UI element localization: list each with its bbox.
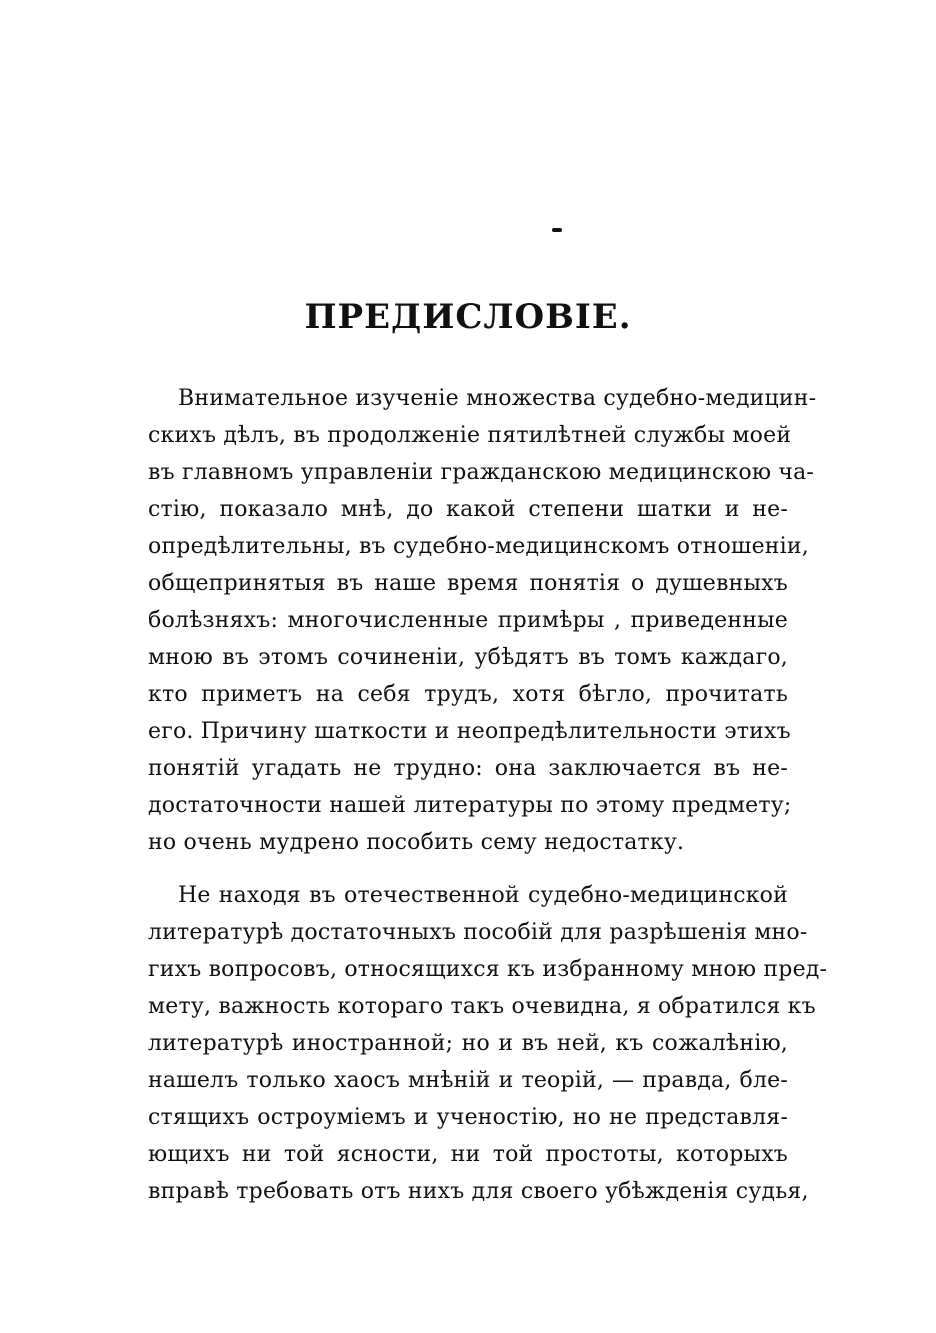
text-line: стящихъ остроуміемъ и ученостію, но не представля- [148,1105,788,1130]
text-line: мною въ этомъ сочиненіи, убѣдятъ въ томъ каждаго, [148,645,788,670]
text-line: ющихъ ни той ясности, ни той простоты, которыхъ [148,1142,788,1167]
printer-mark [552,228,562,232]
text-line: литературѣ достаточныхъ пособій для разрѣшенія мно- [148,920,808,945]
text-line: скихъ дѣлъ, въ продолженіе пятилѣтней службы моей [148,423,792,448]
text-line: его. Причину шаткости и неопредѣлительности этихъ [148,719,791,744]
text-line: достаточности нашей литературы по этому предмету; [148,793,792,818]
paragraph-gap [148,861,788,877]
text-line: но очень мудрено пособить сему недостатку. [148,830,685,855]
body-text [148,380,828,1210]
text-line: Не находя въ отечественной судебно-медицинской [178,883,788,908]
paragraph-2 [148,877,828,1210]
text-line: стію, показало мнѣ, до какой степени шатки и не- [148,497,788,522]
text-line: болѣзняхъ: многочисленные примѣры , приведенные [148,608,788,633]
text-line: гихъ вопросовъ, относящихся къ избранному мною пред- [148,957,828,982]
text-line: Внимательное изученіе множества судебно-медицин- [178,386,817,411]
text-line: въ главномъ управленіи гражданскою медицинскою ча- [148,460,815,485]
text-line: вправѣ требовать отъ нихъ для своего убѣжденія судья, [148,1179,809,1204]
text-line: нашелъ только хаосъ мнѣній и теорій, — правда, бле- [148,1068,788,1093]
text-line: литературѣ иностранной; но и въ ней, къ сожалѣнію, [148,1031,788,1056]
page-title: ПРЕДИСЛОВІЕ. [304,297,632,337]
paragraph-1 [148,380,817,861]
text-line: общепринятыя въ наше время понятія о душевныхъ [148,571,788,596]
text-line: кто приметъ на себя трудъ, хотя бѣгло, прочитать [148,682,788,707]
text-line: опредѣлительны, въ судебно-медицинскомъ отношеніи, [148,534,809,559]
text-line: мету, важность котораго такъ очевидна, я обратился къ [148,994,816,1019]
text-line: понятій угадать не трудно: она заключается въ не- [148,756,788,781]
